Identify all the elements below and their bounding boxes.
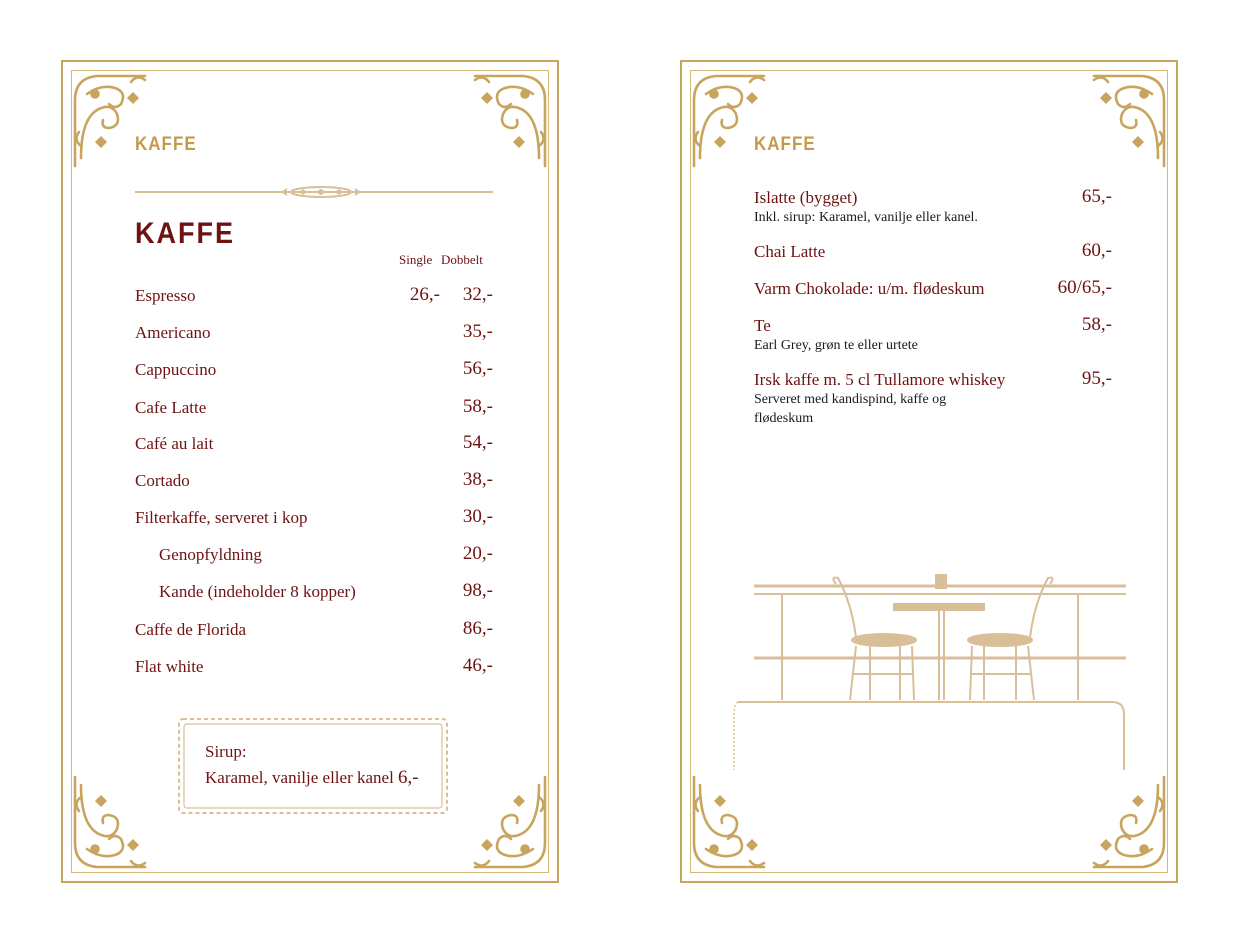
menu-item: [135, 286, 493, 312]
cafe-table-chairs-illustration: [732, 574, 1128, 774]
menu-subitem: [135, 582, 493, 608]
item-name: Caffe de Florida: [135, 620, 247, 639]
item-name: Café au lait: [135, 434, 214, 453]
item-name: Cappuccino: [135, 360, 217, 379]
menu-item: [135, 398, 493, 424]
section-label: KAFFE: [754, 132, 816, 155]
item-price-single: 26,-: [409, 284, 440, 305]
item-name: Te: [754, 316, 771, 335]
item-name: Americano: [135, 323, 211, 342]
item-price: 60/65,-: [1057, 277, 1112, 298]
item-description: Earl Grey, grøn te eller urtete: [754, 338, 918, 353]
menu-page-left: [61, 60, 559, 883]
item-price: 38,-: [462, 469, 493, 490]
item-price: 65,-: [1081, 186, 1112, 207]
menu-item: [135, 323, 493, 349]
item-price: 86,-: [462, 618, 493, 639]
item-description: Serveret med kandispind, kaffe og flødeskum: [754, 392, 947, 426]
section-label: KAFFE: [135, 132, 197, 155]
ornamental-corner-icon: [1090, 70, 1168, 170]
item-price: 30,-: [462, 506, 493, 527]
item-name: Chai Latte: [754, 242, 826, 261]
sirup-price: 6,-: [398, 767, 419, 788]
decorative-frame-icon: [176, 716, 450, 816]
column-header-single: Single: [399, 252, 433, 267]
menu-item: [135, 620, 493, 646]
item-price: 46,-: [462, 655, 493, 676]
sirup-text: [205, 767, 419, 789]
column-header-double: Dobbelt: [441, 252, 483, 267]
item-description: Inkl. sirup: Karamel, vanilje eller kanel.: [754, 210, 978, 225]
item-name: Islatte (bygget): [754, 188, 858, 207]
item-price: 58,-: [462, 396, 493, 417]
sirup-title: Sirup:: [205, 742, 247, 761]
item-name: Irsk kaffe m. 5 cl Tullamore whiskey: [754, 370, 1006, 389]
item-name: Varm Chokolade: u/m. flødeskum: [754, 279, 985, 298]
ornamental-corner-icon: [690, 773, 768, 873]
item-name: Kande (indeholder 8 kopper): [159, 582, 356, 601]
item-name: Cortado: [135, 471, 190, 490]
menu-item: [135, 508, 493, 534]
ornamental-corner-icon: [1090, 773, 1168, 873]
sirup-box: [176, 716, 450, 816]
item-price: 95,-: [1081, 368, 1112, 389]
menu-subitem: [135, 545, 493, 571]
item-name: Filterkaffe, serveret i kop: [135, 508, 308, 527]
item-name: Flat white: [135, 657, 204, 676]
menu-item: [135, 434, 493, 460]
item-price: 98,-: [462, 580, 493, 601]
menu-title: KAFFE: [135, 216, 235, 250]
sirup-options: Karamel, vanilje eller kanel: [205, 768, 394, 787]
item-name: Cafe Latte: [135, 398, 207, 417]
ornamental-corner-icon: [71, 773, 149, 873]
divider-ornament-icon: [135, 184, 493, 200]
item-price: 20,-: [462, 543, 493, 564]
item-price: 58,-: [1081, 314, 1112, 335]
menu-page-right: [680, 60, 1178, 883]
item-price: 60,-: [1081, 240, 1112, 261]
menu-item: [135, 471, 493, 497]
item-price-double: 32,-: [462, 284, 493, 305]
ornamental-corner-icon: [471, 773, 549, 873]
item-name: Espresso: [135, 286, 196, 305]
item-price: 56,-: [462, 358, 493, 379]
item-name: Genopfyldning: [159, 545, 262, 564]
menu-item: [135, 360, 493, 386]
item-price: 35,-: [462, 321, 493, 342]
menu-item: [135, 657, 493, 683]
item-price: 54,-: [462, 432, 493, 453]
ornamental-corner-icon: [471, 70, 549, 170]
